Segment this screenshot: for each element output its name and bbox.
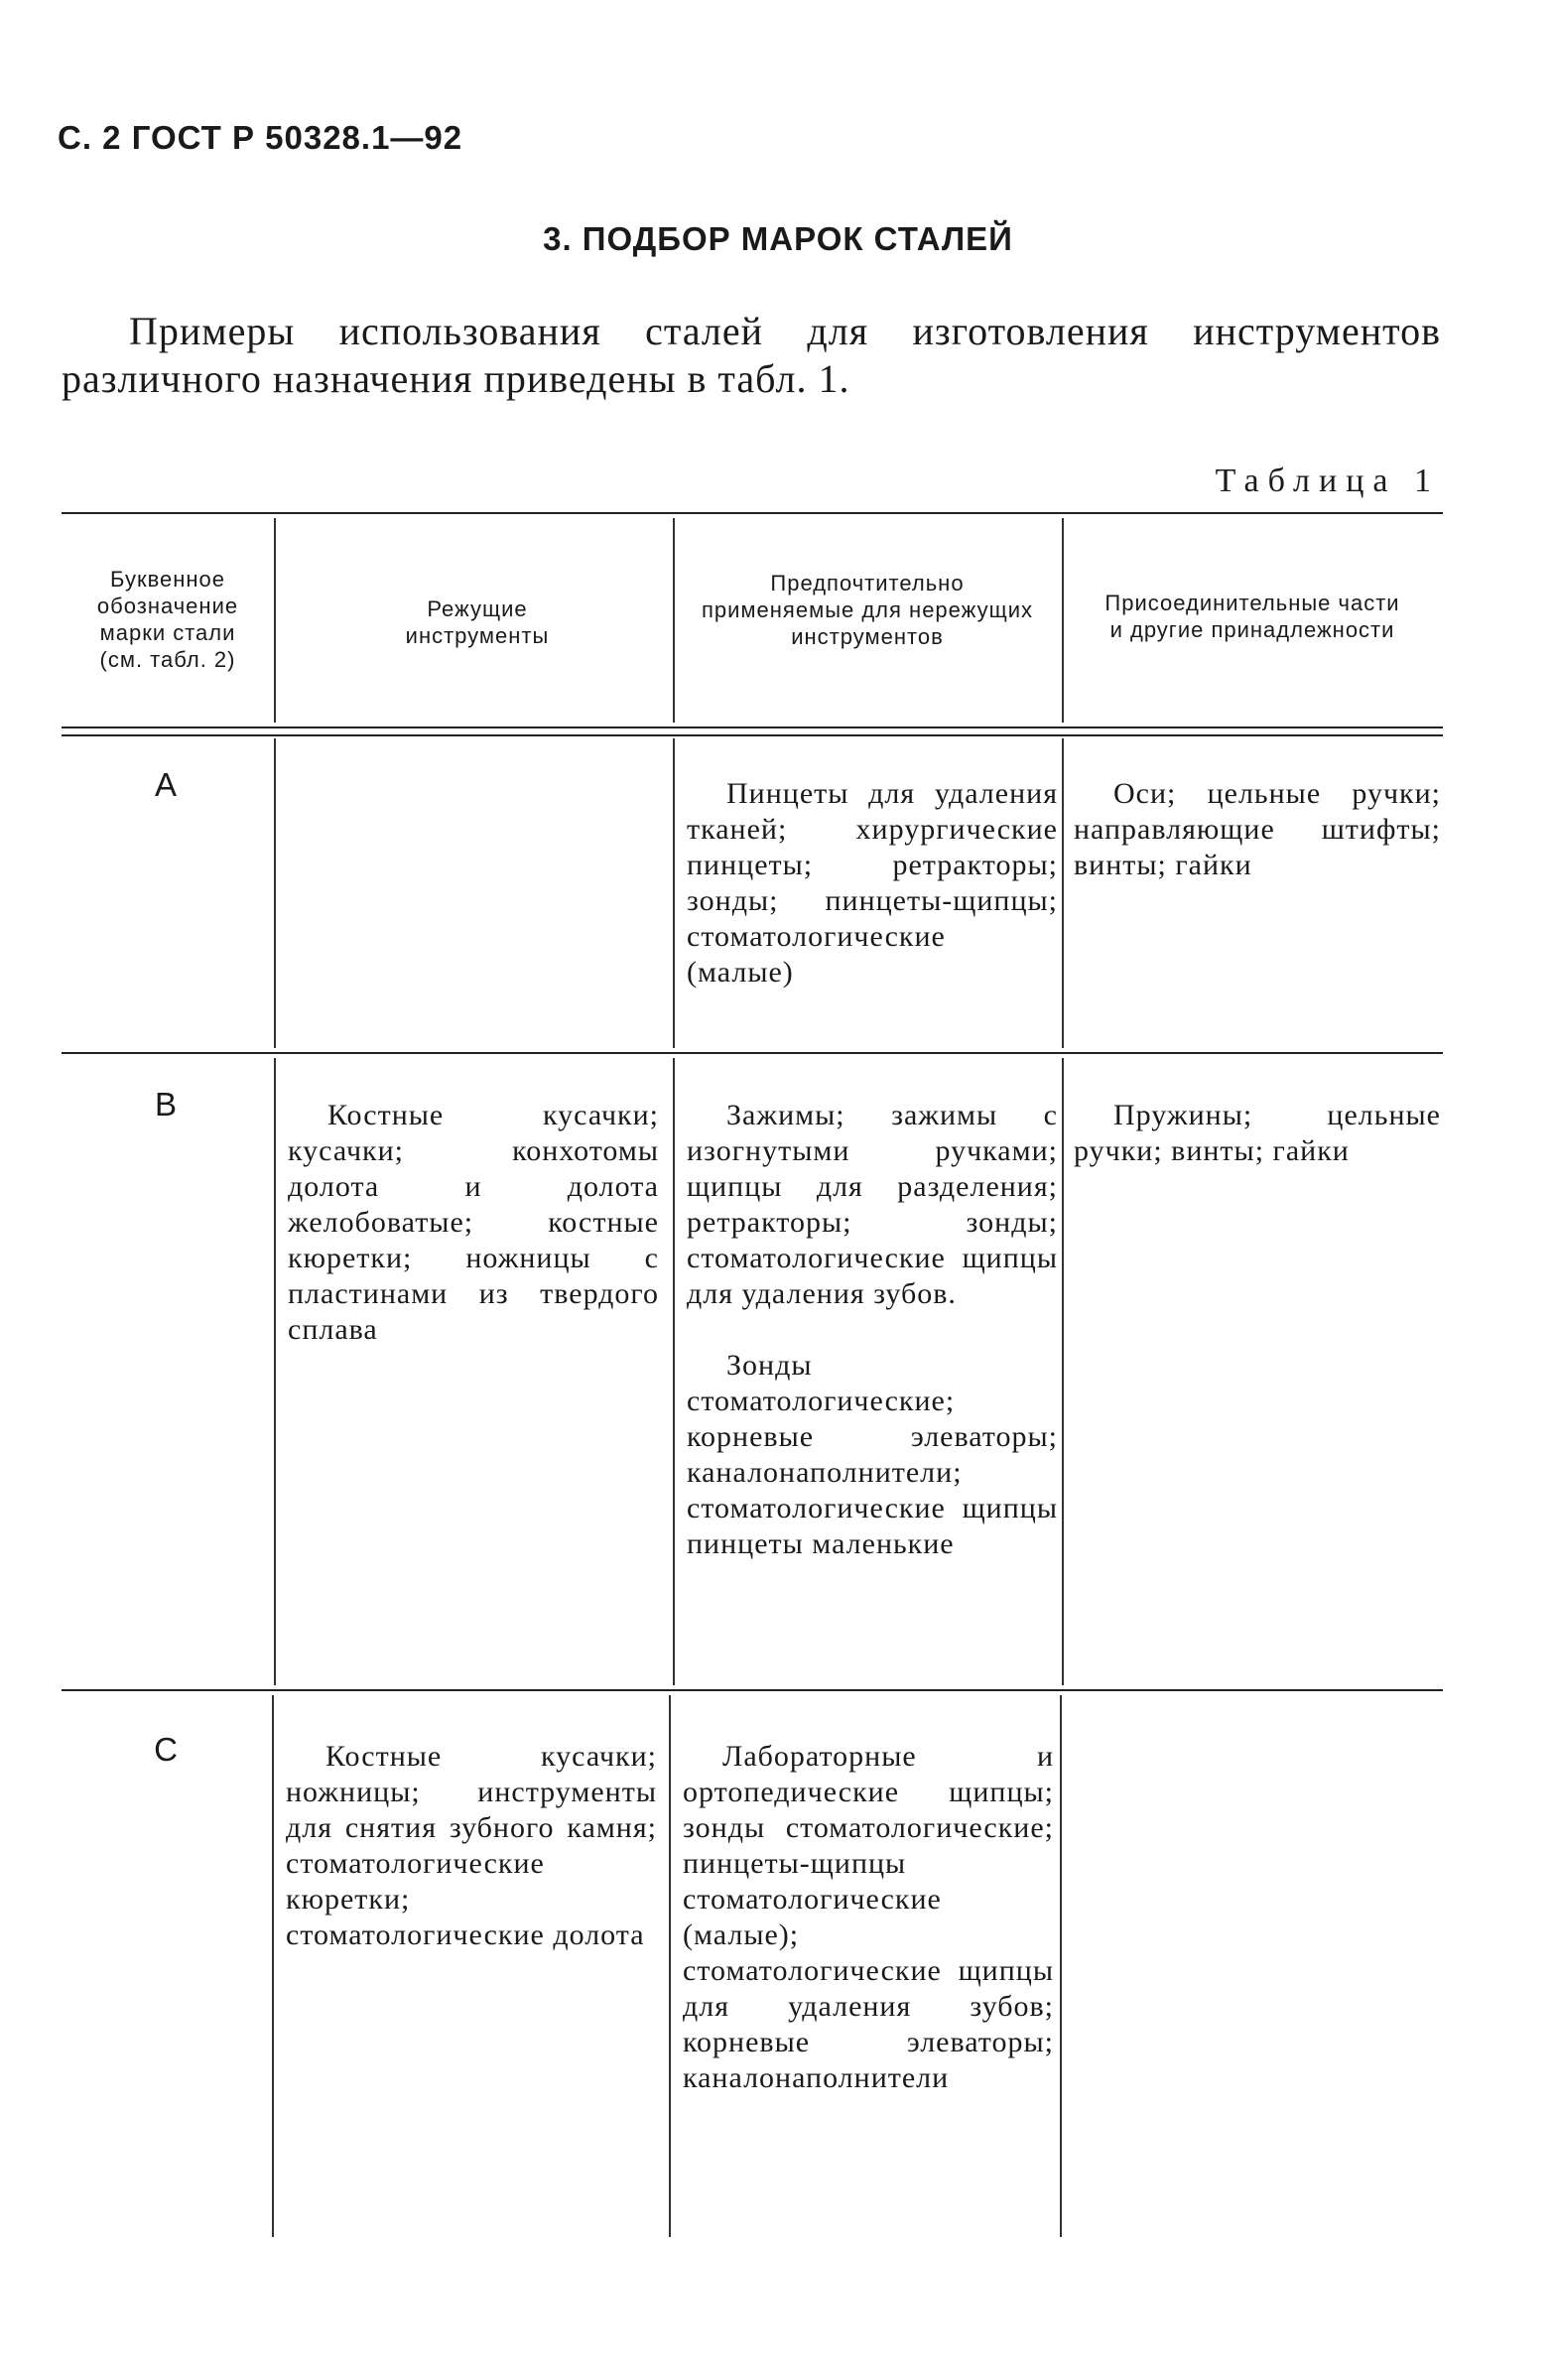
accessories-cell [1074, 1098, 1441, 1169]
steel-grades-table [62, 512, 1443, 2237]
table-caption: Таблица 1 [1215, 463, 1440, 499]
column-divider [1062, 738, 1064, 1048]
cell-text: Костные кусачки; кусачки; конхотомы долота и долота желобоватые; костные кюретки; ножницы с пластинами из твердого сплава [288, 1099, 659, 1346]
column-divider [673, 1058, 675, 1685]
noncutting-instruments-cell [687, 1098, 1058, 1562]
column-divider [272, 1695, 274, 2237]
header-bottom-rule-double [62, 734, 1443, 736]
cell-text: Костные кусачки; ножницы; инструменты для снятия зубного камня; стоматологические кюретки; стоматологические долота [286, 1740, 657, 1951]
header-accessories: Присоединительные части и другие принадлежности [1104, 591, 1400, 642]
cell-text: Пинцеты для удаления тканей; хирургические пинцеты; ретракторы; зонды; пинцеты-щипцы; стоматологические (малые) [687, 777, 1058, 989]
cell-text: Лабораторные и ортопедические щипцы; зонды стоматологические; пинцеты-щипцы стоматологические (малые); стоматологические щипцы для удаления зубов; корневые элеваторы; каналонаполнители [683, 1740, 1054, 2094]
cell-text: Пружины; цельные ручки; винты; гайки [1074, 1099, 1441, 1167]
header-cutting-instruments: Режущие инструменты [405, 596, 550, 648]
column-divider [1062, 1058, 1064, 1685]
header-bottom-rule [62, 727, 1443, 728]
table-top-rule [62, 512, 1443, 514]
page-header: С. 2 ГОСТ Р 50328.1—92 [58, 119, 463, 156]
column-divider [274, 518, 276, 723]
column-divider [1060, 1695, 1062, 2237]
column-divider [673, 518, 675, 723]
column-divider [274, 1058, 276, 1685]
column-divider [1062, 518, 1064, 723]
steel-grade-mark: В [154, 1086, 177, 1123]
section-title: 3. ПОДБОР МАРОК СТАЛЕЙ [543, 220, 1013, 257]
intro-paragraph: Примеры использования сталей для изготовления инструментов различного назначения приведены в табл. 1. [62, 309, 1441, 401]
row-divider [62, 1052, 1443, 1054]
column-divider [274, 738, 276, 1048]
steel-grade-mark: А [154, 766, 177, 803]
cutting-instruments-cell [288, 1098, 659, 1348]
cutting-instruments-cell [286, 1739, 657, 1953]
cell-text: Оси; цельные ручки; направляющие штифты; винты; гайки [1074, 777, 1441, 881]
noncutting-instruments-cell [687, 776, 1058, 991]
noncutting-instruments-cell [683, 1739, 1054, 2096]
steel-grade-mark: С [154, 1731, 178, 1768]
row-divider [62, 1689, 1443, 1691]
header-steel-grade: Буквенное обозначение марки стали (см. табл. 2) [96, 567, 239, 672]
column-divider [673, 738, 675, 1048]
header-noncutting-instruments: Предпочтительно применяемые для нережущих инструментов [701, 571, 1034, 649]
accessories-cell [1074, 776, 1441, 883]
column-divider [669, 1695, 671, 2237]
cell-text: Зажимы; зажимы с изогнутыми ручками; щипцы для разделения; ретракторы; зонды; стоматологические щипцы для удаления зубов. [687, 1099, 1058, 1310]
cell-text-extra: Зонды стоматологические; корневые элеваторы; каналонаполнители; стоматологические щипцы пинцеты маленькие [687, 1349, 1058, 1560]
